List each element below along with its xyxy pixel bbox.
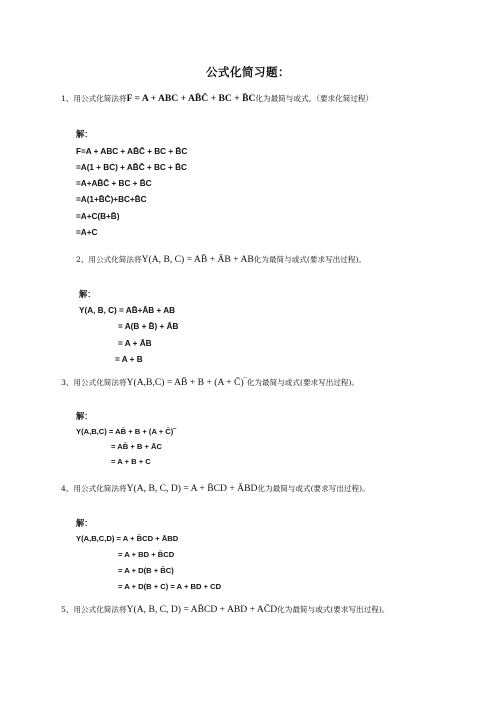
solution-1-step: =A(1 + BC) + AB̄C̄ + BC + B̄C bbox=[76, 163, 187, 172]
question-1-suffix: 化为最简与或式。（要求化简过程） bbox=[255, 94, 374, 103]
question-5 bbox=[61, 604, 389, 616]
solution-2-step: = A + B bbox=[115, 355, 143, 364]
solution-2-label: 解： bbox=[79, 289, 96, 299]
question-1-formula: F = A + ABC + AB̄C̄ + BC + B̄C bbox=[126, 93, 256, 104]
question-1 bbox=[61, 93, 373, 105]
question-5-prefix: 5、用公式化简法将 bbox=[61, 605, 127, 614]
question-1-prefix: 1、用公式化简法将 bbox=[61, 94, 127, 103]
solution-2-step: = A(B + B̄) + ĀB bbox=[118, 322, 179, 331]
question-3-suffix: 化为最简与或式(要求写出过程)。 bbox=[246, 378, 360, 387]
solution-1-label: 解： bbox=[76, 129, 93, 139]
solution-4-step: = A + BD + B̄CD bbox=[118, 550, 175, 559]
solution-2-step: Y(A, B, C) = AB̄+ĀB + AB bbox=[79, 306, 176, 315]
question-3 bbox=[61, 377, 359, 389]
solution-4-step: = A + D(B + B̄C) bbox=[118, 566, 174, 575]
solution-3-label: 解： bbox=[76, 411, 93, 421]
question-4-suffix: 化为最简与或式(要求写出过程)。 bbox=[257, 484, 370, 493]
page-title: 公式化简习题： bbox=[206, 65, 290, 79]
question-5-suffix: 化为最简与或式(要求写出过程)。 bbox=[277, 605, 390, 614]
solution-4-step: Y(A,B,C,D) = A + B̄CD + ĀBD bbox=[76, 534, 179, 543]
solution-1-step: =A+C bbox=[76, 228, 98, 237]
solution-3-step: = AB̄ + B + ĀC bbox=[111, 442, 162, 451]
question-2-suffix: 化为最简与或式(要求写出过程)。 bbox=[253, 255, 367, 264]
solution-3-step: = A + B + C bbox=[111, 457, 151, 466]
solution-1-step: =A+C(B+B̄) bbox=[76, 212, 120, 221]
question-2 bbox=[76, 254, 366, 266]
question-3-formula: Y(A,B,C) = AB̄ + B + (A + C̄)‾ bbox=[126, 377, 247, 388]
solution-4-step: = A + D(B + C) = A + BD + CD bbox=[118, 582, 222, 591]
solution-1-step: =A(1+B̄C̄)+BC+B̄C bbox=[76, 195, 147, 204]
question-3-prefix: 3、用公式化简法将 bbox=[61, 378, 127, 387]
question-4-formula: Y(A, B, C, D) = A + B̄CD + ĀBD bbox=[126, 483, 258, 494]
question-2-prefix: 2、用公式化简法将 bbox=[76, 255, 142, 264]
question-5-formula: Y(A, B, C, D) = AB̄CD + ABD + AC̄D bbox=[126, 604, 278, 615]
solution-1-step: F=A + ABC + AB̄C̄ + BC + B̄C bbox=[76, 147, 188, 156]
solution-3-step: Y(A,B,C) = AB̄ + B + (A + C̄)‾ bbox=[76, 427, 176, 436]
solution-4-label: 解： bbox=[76, 518, 93, 528]
question-4 bbox=[61, 483, 370, 495]
question-2-formula: Y(A, B, C) = AB̄ + ĀB + AB bbox=[141, 254, 254, 265]
question-4-prefix: 4、用公式化简法将 bbox=[61, 484, 127, 493]
solution-1-step: =A+AB̄C̄ + BC + B̄C bbox=[76, 179, 152, 188]
solution-2-step: = A + ĀB bbox=[118, 339, 152, 348]
